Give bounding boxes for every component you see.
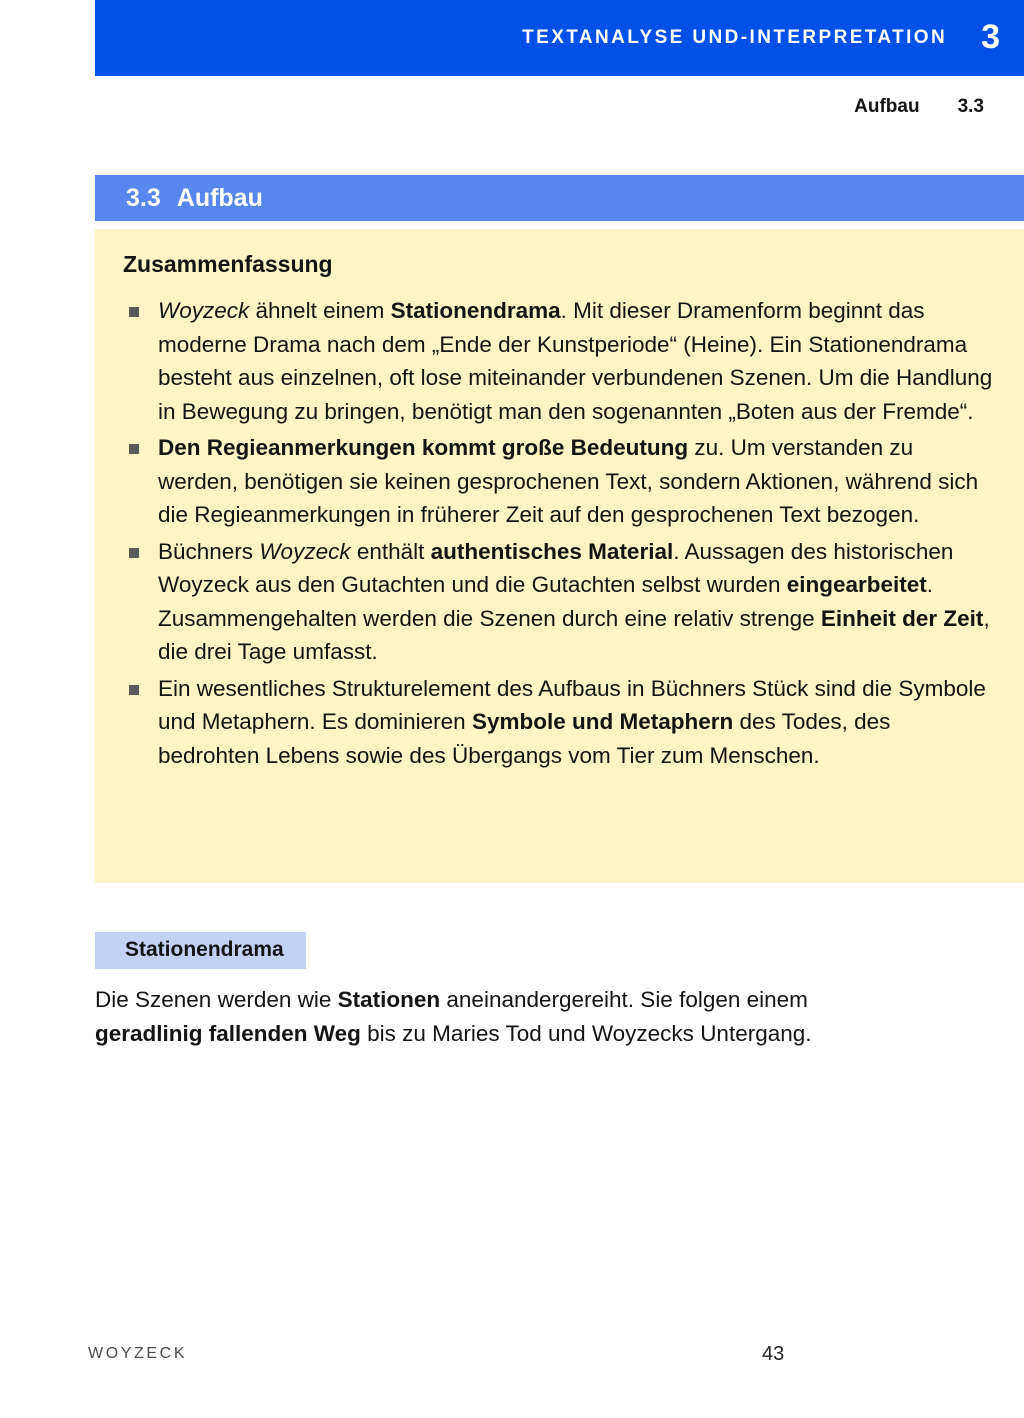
square-bullet-icon xyxy=(129,685,139,695)
page-footer xyxy=(0,1345,1024,1385)
summary-list-item xyxy=(113,535,994,669)
summary-item-text: Den Regieanmerkungen kommt große Bedeutung zu. Um verstanden zu werden, benötigen sie keinen gesprochenen Text, sondern Aktionen, während sich die Regieanmerkungen in früherer Zeit auf den gesprochenen Text bezogen. xyxy=(158,435,979,527)
square-bullet-icon xyxy=(129,307,139,317)
square-bullet-icon xyxy=(129,548,139,558)
summary-item-text: Ein wesentliches Strukturelement des Aufbaus in Büchners Stück sind die Symbole und Metaphern. Es dominieren Symbole und Metaphern des Todes, des bedrohten Lebens sowie des Übergangs vom Tier zum Menschen. xyxy=(158,675,986,768)
square-bullet-icon xyxy=(129,444,139,454)
term-label: Stationendrama xyxy=(95,932,306,969)
summary-list-item xyxy=(113,294,994,428)
footer-page-number: 43 xyxy=(762,1343,785,1365)
summary-box xyxy=(95,229,1024,883)
footer-book-title: WOYZECK xyxy=(88,1345,188,1362)
chapter-number: 3 xyxy=(981,18,1000,56)
section-heading-bar xyxy=(95,175,1024,221)
running-head-section-title: Aufbau xyxy=(854,96,920,117)
summary-item-text: Woyzeck ähnelt einem Stationendrama. Mit dieser Dramenform beginnt das moderne Drama nach dem „Ende der Kunstperiode“ (Heine). Ein Stationendrama besteht aus einzelnen, oft lose miteinander verbundenen Szenen. Um die Handlung in Bewegung zu bringen, benötigt man den sogenannten „Boten aus der Fremde“. xyxy=(158,298,993,424)
term-description: Die Szenen werden wie Stationen aneinandergereiht. Sie folgen einem geradlinig fallenden Weg bis zu Maries Tod und Woyzecks Untergang. xyxy=(95,987,812,1046)
term-definition-block xyxy=(95,932,975,1050)
summary-item-text: Büchners Woyzeck enthält authentisches Material. Aussagen des historischen Woyzeck aus den Gutachten und die Gutachten selbst wurden eingearbeitet. Zusammengehalten werden die Szenen durch eine relativ strenge Einheit der Zeit, die drei Tage umfasst. xyxy=(158,538,990,664)
summary-title: Zusammenfassung xyxy=(123,251,333,277)
chapter-banner xyxy=(95,0,1024,76)
summary-list-item xyxy=(113,431,994,532)
summary-list xyxy=(113,294,994,772)
section-heading-number: 3.3 xyxy=(126,183,161,212)
running-head xyxy=(854,96,984,118)
chapter-banner-title: TEXTANALYSE UND-INTERPRETATION xyxy=(522,27,948,48)
summary-list-item xyxy=(113,672,994,773)
running-head-section-number: 3.3 xyxy=(957,96,984,117)
section-heading-title: Aufbau xyxy=(176,183,263,212)
